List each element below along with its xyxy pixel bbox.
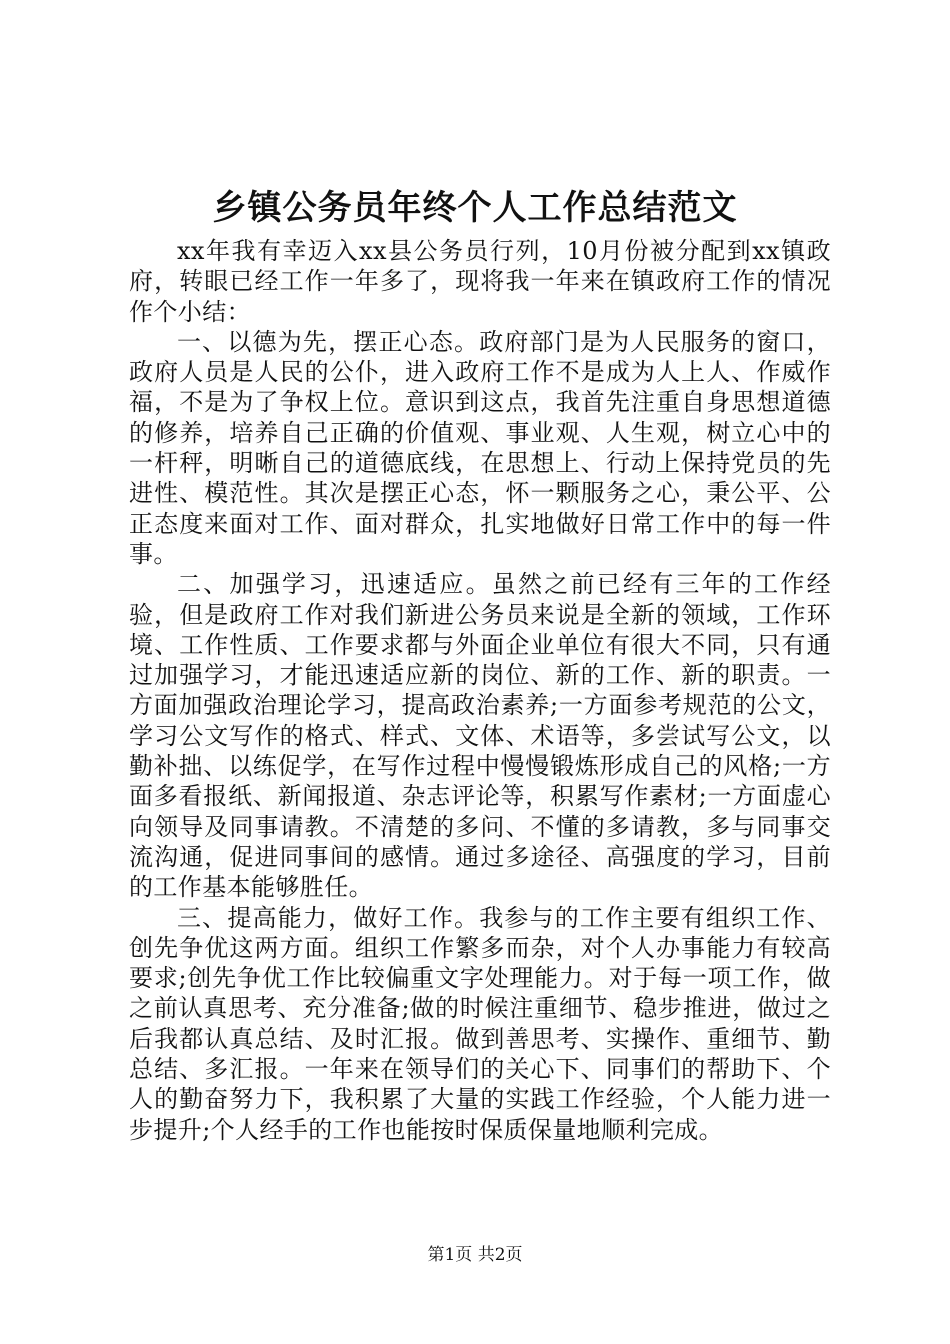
- page-number: 第1页 共2页: [427, 1245, 523, 1265]
- paragraph-section-1: 一、以德为先，摆正心态。政府部门是为人民服务的窗口，政府人员是人民的公仆，进入政府工作不是成为人上人、作威作福，不是为了争权上位。意识到这点，我首先注重自身思想道德的修养，培养自己正确的价值观、事业观、人生观，树立心中的一杆秤，明晰自己的道德底线，在思想上、行动上保持党员的先进性、模范性。其次是摆正心态，怀一颗服务之心，秉公平、公正态度来面对工作、面对群众，扎实地做好日常工作中的每一件事。: [129, 327, 831, 568]
- paragraph-section-3: 三、提高能力，做好工作。我参与的工作主要有组织工作、创先争优这两方面。组织工作繁多而杂，对个人办事能力有较高要求;创先争优工作比较偏重文字处理能力。对于每一项工作，做之前认真思考、充分准备;做的时候注重细节、稳步推进，做过之后我都认真总结、及时汇报。做到善思考、实操作、重细节、勤总结、多汇报。一年来在领导们的关心下、同事们的帮助下、个人的勤奋努力下，我积累了大量的实践工作经验，个人能力进一步提升;个人经手的工作也能按时保质保量地顺利完成。: [129, 903, 831, 1144]
- document-body: [129, 236, 831, 1145]
- paragraph-intro: xx年我有幸迈入xx县公务员行列，10月份被分配到xx镇政府，转眼已经工作一年多了，现将我一年来在镇政府工作的情况作个小结：: [129, 237, 831, 326]
- page-footer: [0, 1244, 950, 1266]
- document-title: 乡镇公务员年终个人工作总结范文: [212, 188, 738, 228]
- paragraph-section-2: 二、加强学习，迅速适应。虽然之前已经有三年的工作经验，但是政府工作对我们新进公务员来说是全新的领域，工作环境、工作性质、工作要求都与外面企业单位有很大不同，只有通过加强学习，才能迅速适应新的岗位、新的工作、新的职责。一方面加强政治理论学习，提高政治素养;一方面参考规范的公文，学习公文写作的格式、样式、文体、术语等，多尝试写公文，以勤补拙、以练促学，在写作过程中慢慢锻炼形成自己的风格;一方面多看报纸、新闻报道、杂志评论等，积累写作素材;一方面虚心向领导及同事请教。不清楚的多问、不懂的多请教，多与同事交流沟通，促进同事间的感情。通过多途径、高强度的学习，目前的工作基本能够胜任。: [129, 570, 831, 902]
